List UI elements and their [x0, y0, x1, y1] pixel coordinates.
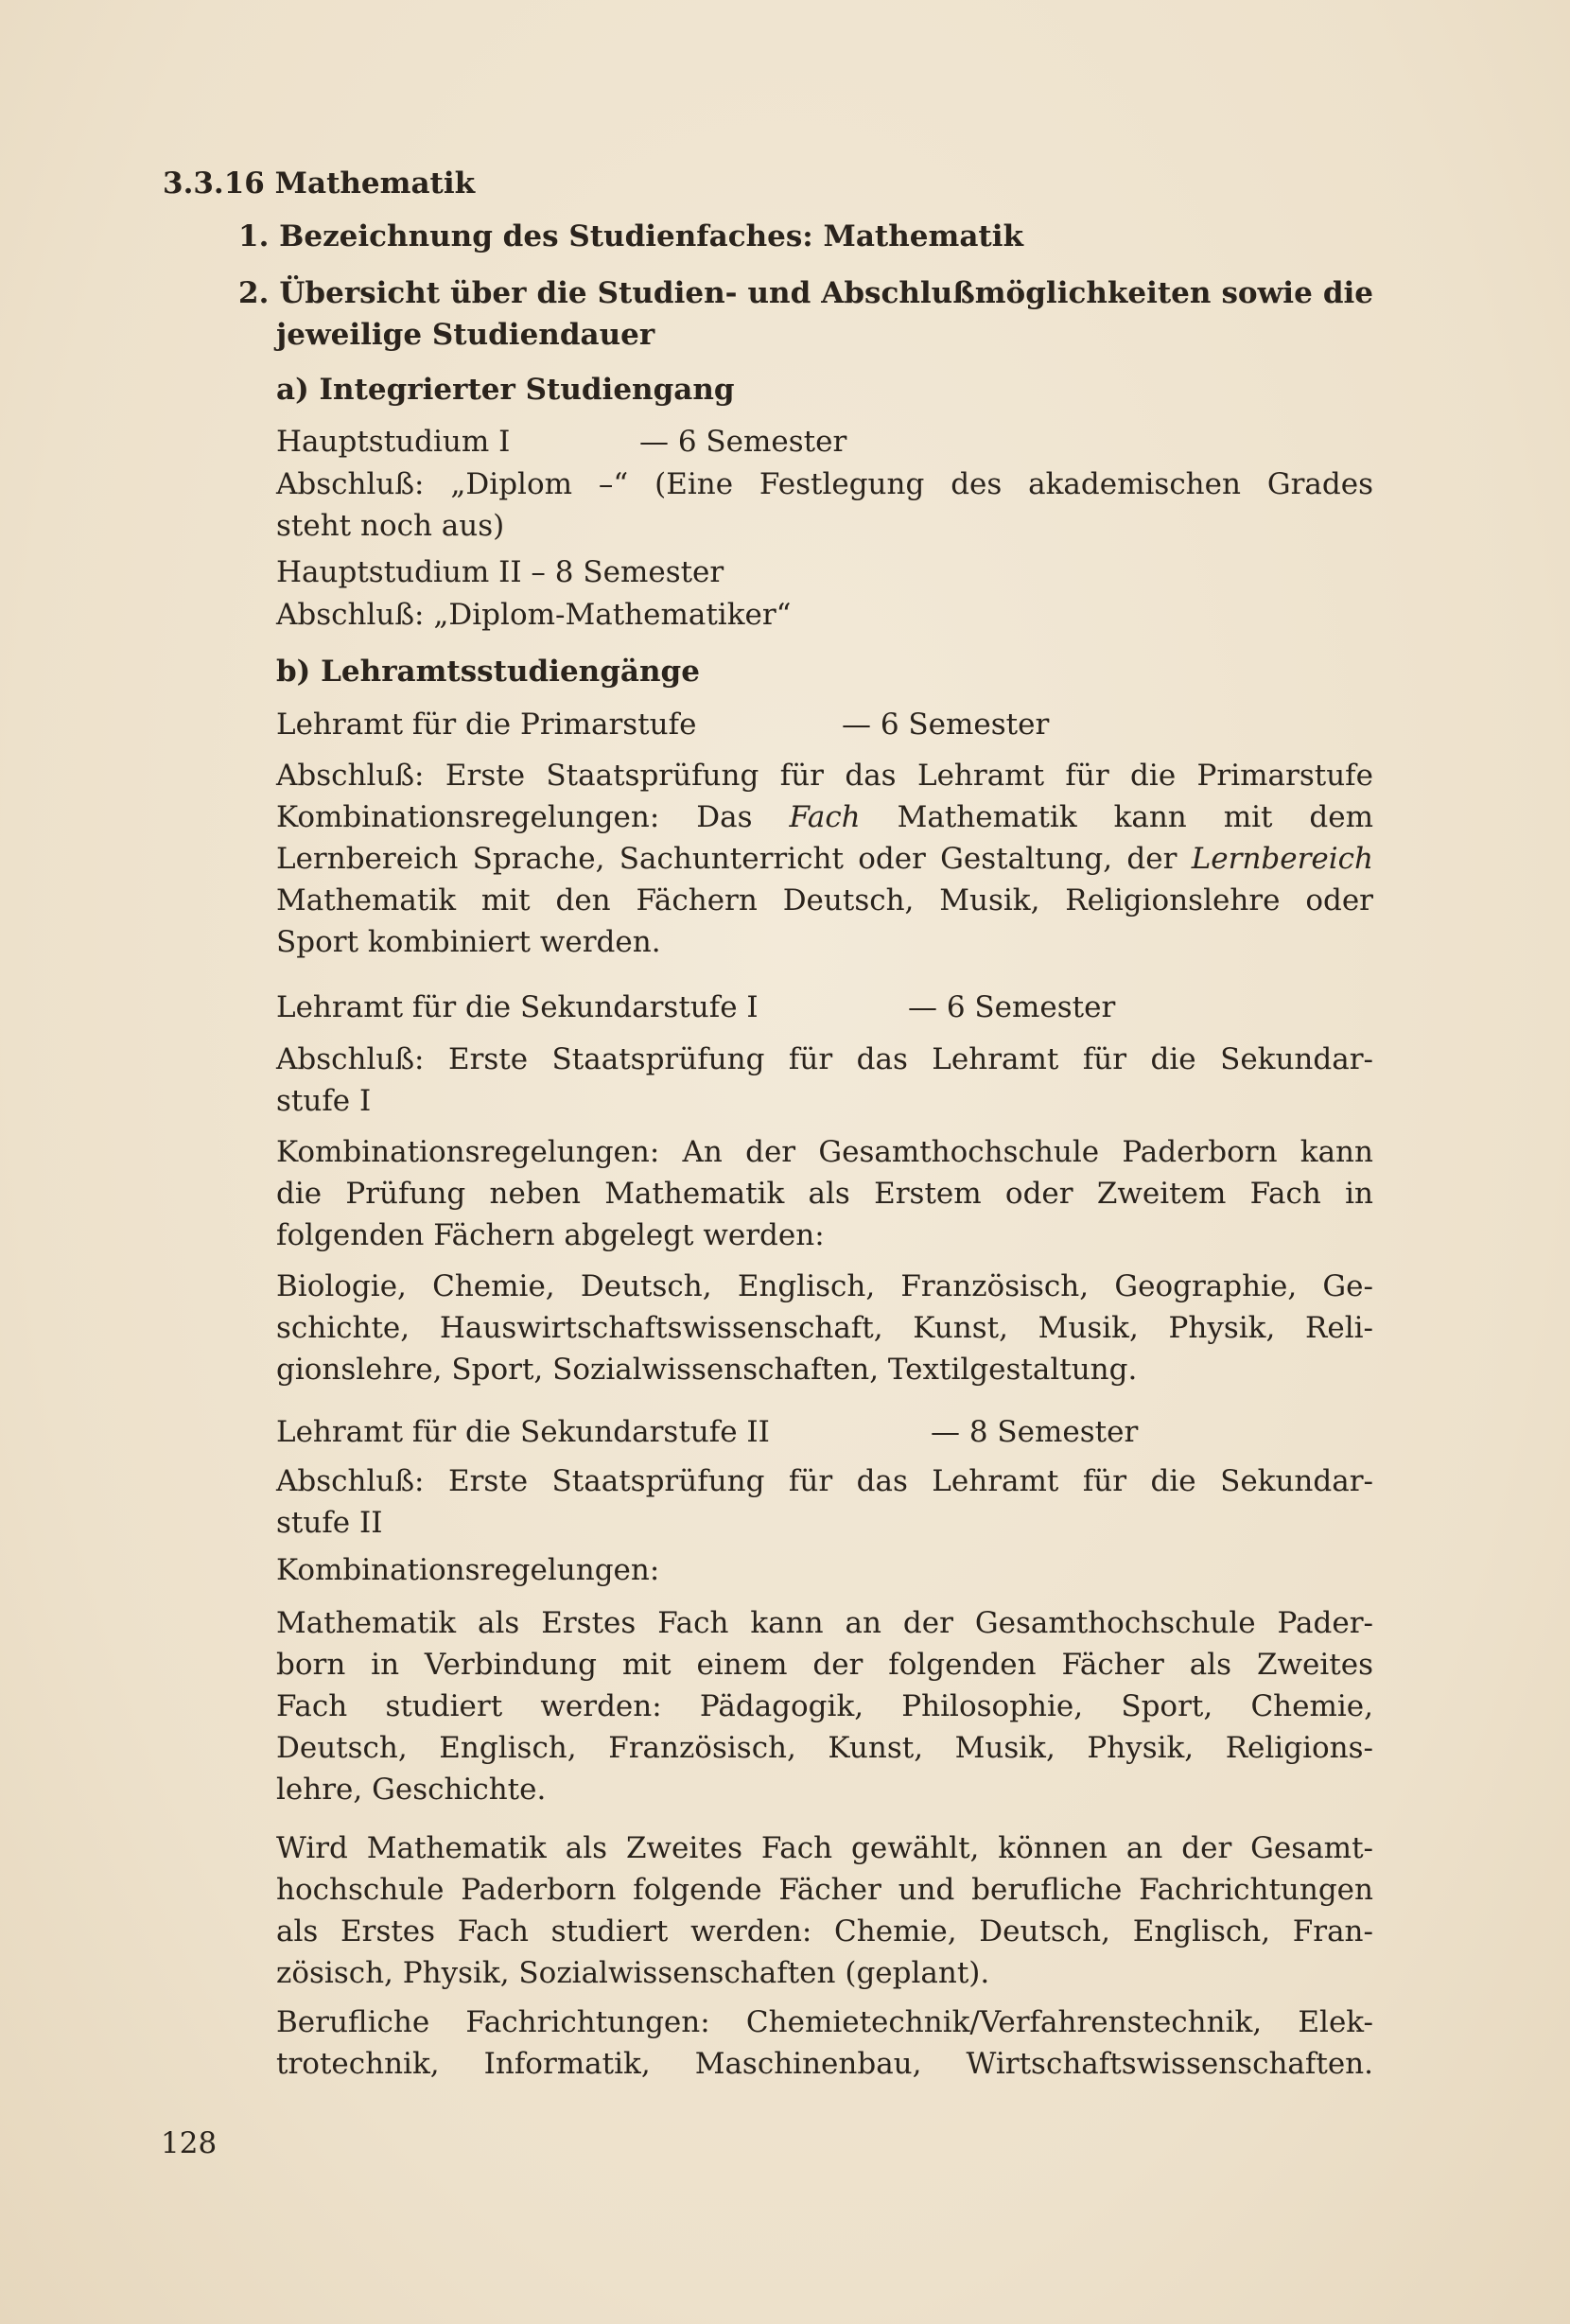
primar-komb-line-2: Lernbereich Sprache, Sachunterricht oder Gestaltung, der Lernbereich [276, 842, 1373, 876]
sek2-komb-title: Kombinationsregelungen: [276, 1553, 660, 1587]
section-title: Mathematik [274, 166, 476, 201]
abschluss-2: Abschluß: „Diplom-Mathematiker“ [276, 598, 792, 632]
sek2-erstes-line-2: born in Verbindung mit einem der folgenden Fächer als Zweites [276, 1648, 1373, 1682]
abschluss-1-line-1: Abschluß: „Diplom –“ (Eine Festlegung des akademischen Grades [276, 467, 1373, 501]
sek2-label: Lehramt für die Sekundarstufe II [276, 1415, 770, 1449]
sek2-abschluss-line-1: Abschluß: Erste Staatsprüfung für das Lehramt für die Sekundar- [276, 1464, 1373, 1498]
sek2-zweites-line-2: hochschule Paderborn folgende Fächer und berufliche Fachrichtungen [276, 1873, 1373, 1907]
primar-abschluss: Abschluß: Erste Staatsprüfung für das Lehramt für die Primarstufe [276, 759, 1373, 793]
sek2-erstes-line-3: Fach studiert werden: Pädagogik, Philosophie, Sport, Chemie, [276, 1689, 1373, 1723]
sek2-zweites-line-3: als Erstes Fach studiert werden: Chemie, Deutsch, Englisch, Fran- [276, 1914, 1373, 1948]
primar-komb-line-1: Kombinationsregelungen: Das Fach Mathematik kann mit dem [276, 800, 1373, 834]
sek2-abschluss-line-2: stufe II [276, 1506, 383, 1540]
primar-komb-line-3: Mathematik mit den Fächern Deutsch, Musik, Religionslehre oder [276, 883, 1373, 917]
sek2-erstes-line-4: Deutsch, Englisch, Französisch, Kunst, Musik, Physik, Religions- [276, 1731, 1373, 1765]
sek1-label: Lehramt für die Sekundarstufe I [276, 990, 759, 1024]
section-a-title: a) Integrierter Studiengang [276, 373, 735, 407]
sek1-komb-line-1: Kombinationsregelungen: An der Gesamthochschule Paderborn kann [276, 1135, 1373, 1169]
sek2-duration: — 8 Semester [931, 1415, 1139, 1449]
primar-duration: — 6 Semester [842, 708, 1050, 742]
item-2-line-1: 2. Übersicht über die Studien- und Abschlußmöglichkeiten sowie die [238, 276, 1373, 310]
primar-komb-line-4: Sport kombiniert werden. [276, 925, 661, 959]
sek2-zweites-line-4: zösisch, Physik, Sozialwissenschaften (geplant). [276, 1956, 990, 1990]
primar-label: Lehramt für die Primarstufe [276, 708, 697, 742]
section-number: 3.3.16 [163, 166, 265, 201]
sek2-zweites-line-1: Wird Mathematik als Zweites Fach gewählt, können an der Gesamt- [276, 1831, 1373, 1865]
sek2-erstes-line-5: lehre, Geschichte. [276, 1773, 547, 1807]
sek1-komb-line-2: die Prüfung neben Mathematik als Erstem oder Zweitem Fach in [276, 1177, 1373, 1211]
sek1-abschluss-line-2: stufe I [276, 1084, 372, 1118]
sek2-beruf-line-1: Berufliche Fachrichtungen: Chemietechnik/Verfahrenstechnik, Elek- [276, 2005, 1373, 2039]
section-heading [163, 165, 475, 202]
sek1-duration: — 6 Semester [908, 990, 1116, 1024]
sek1-faecher-line-3: gionslehre, Sport, Sozialwissenschaften, Textilgestaltung. [276, 1353, 1138, 1387]
hs1-duration: — 6 Semester [639, 425, 847, 459]
section-b-title: b) Lehramtsstudiengänge [276, 655, 700, 689]
abschluss-1-line-2: steht noch aus) [276, 509, 505, 543]
item-1: 1. Bezeichnung des Studienfaches: Mathematik [238, 219, 1023, 253]
sek2-beruf-line-2: trotechnik, Informatik, Maschinenbau, Wirtschaftswissenschaften. [276, 2047, 1373, 2081]
sek1-abschluss-line-1: Abschluß: Erste Staatsprüfung für das Lehramt für die Sekundar- [276, 1042, 1373, 1076]
item-2-line-2: jeweilige Studiendauer [276, 318, 655, 352]
page-number: 128 [161, 2126, 218, 2160]
hs1-label: Hauptstudium I [276, 425, 511, 459]
hs2: Hauptstudium II – 8 Semester [276, 555, 724, 589]
sek1-faecher-line-2: schichte, Hauswirtschaftswissenschaft, Kunst, Musik, Physik, Reli- [276, 1311, 1373, 1345]
sek1-faecher-line-1: Biologie, Chemie, Deutsch, Englisch, Französisch, Geographie, Ge- [276, 1269, 1373, 1303]
sek1-komb-line-3: folgenden Fächern abgelegt werden: [276, 1218, 825, 1252]
sek2-erstes-line-1: Mathematik als Erstes Fach kann an der Gesamthochschule Pader- [276, 1606, 1373, 1640]
